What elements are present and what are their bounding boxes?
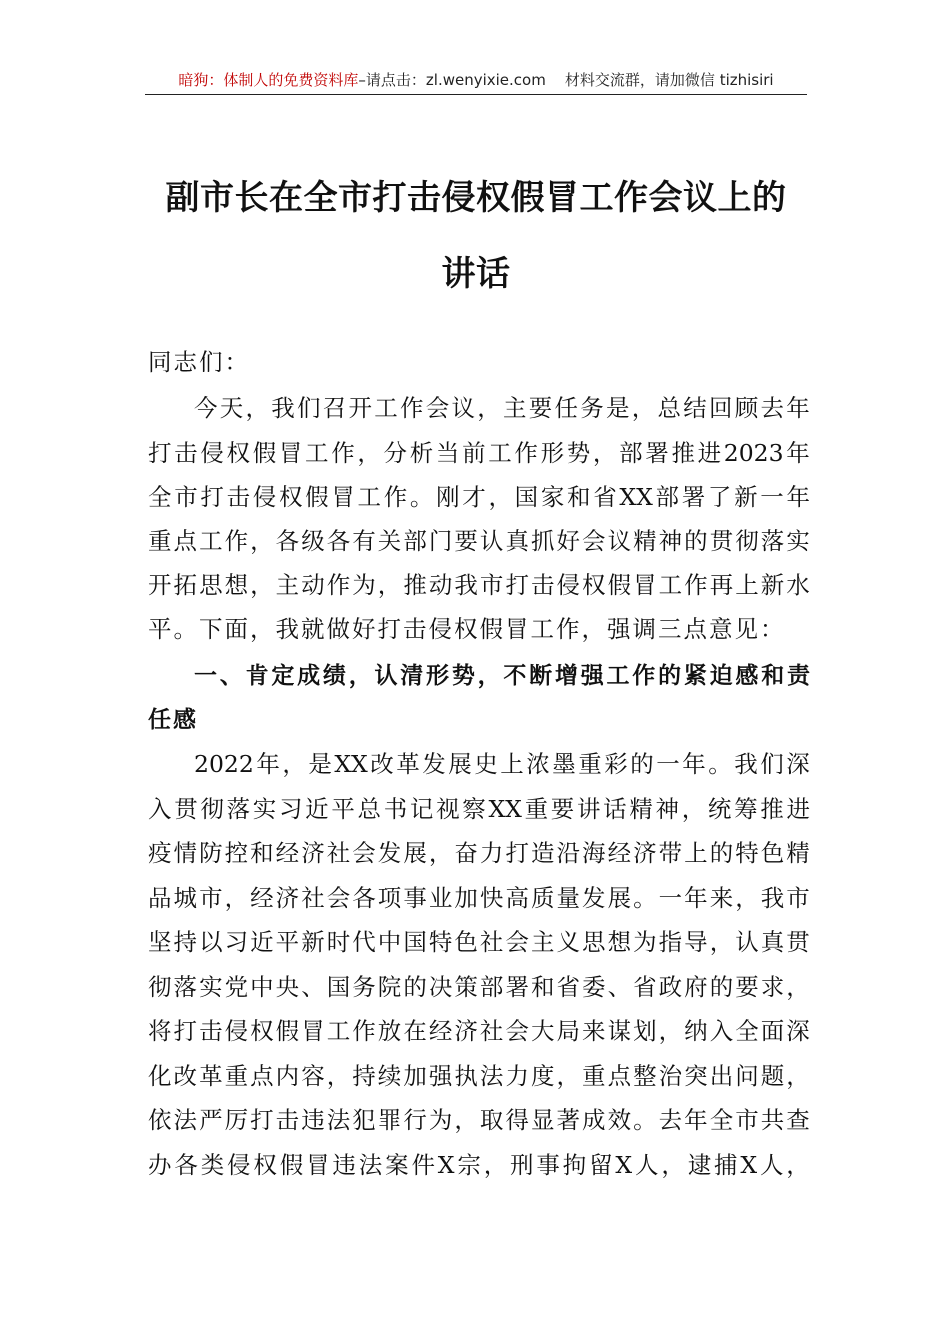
header-contact: 材料交流群，请加微信 tizhisiri: [564, 71, 774, 89]
body-line: 重 点 工 作 ， 各 级 各 有 关 部 门 要 认 真 抓 好 会 议 精 神 的 贯 彻 落 实: [148, 527, 810, 555]
document-title-line-1: 副市长在全市打击侵权假冒工作会议上的: [165, 178, 787, 218]
header-link-prefix: –请点击：: [358, 71, 426, 89]
body-line: 2022 年 ， 是 XX 改 革 发 展 史 上 浓 墨 重 彩 的 一 年 。 我 们 深: [194, 750, 810, 778]
body-line: 入 贯 彻 落 实 习 近 平 总 书 记 视 察 XX 重 要 讲 话 精 神 ， 统 筹 推 进: [148, 795, 810, 823]
header-link[interactable]: zl.wenyixie.com: [425, 71, 546, 89]
body-line: 品 城 市 ， 经 济 社 会 各 项 事 业 加 快 高 质 量 发 展 。 一 年 来 ， 我 市: [148, 884, 810, 912]
body-line: 打 击 侵 权 假 冒 工 作 ， 分 析 当 前 工 作 形 势 ， 部 署 推 进 2023 年: [148, 439, 810, 467]
body-line: 化 改 革 重 点 内 容 ， 持 续 加 强 执 法 力 度 ， 重 点 整 治 突 出 问 题 ，: [148, 1062, 810, 1090]
salutation: 同志们：: [148, 348, 250, 376]
body-line: 彻 落 实 党 中 央 、 国 务 院 的 决 策 部 署 和 省 委 、 省 政 府 的 要 求 ，: [148, 973, 810, 1001]
body-line: 平。下面，我就做好打击侵权假冒工作，强调三点意见：: [148, 615, 786, 643]
body-line: 开 拓 思 想 ， 主 动 作 为 ， 推 动 我 市 打 击 侵 权 假 冒 工 作 再 上 新 水: [148, 571, 810, 599]
header-brand: 暗狗：体制人的免费资料库: [178, 71, 359, 89]
body-line: 疫 情 防 控 和 经 济 社 会 发 展 ， 奋 力 打 造 沿 海 经 济 带 上 的 特 色 精: [148, 839, 810, 867]
body-line: 依 法 严 厉 打 击 违 法 犯 罪 行 为 ， 取 得 显 著 成 效 。 去 年 全 市 共 查: [148, 1106, 810, 1134]
section-heading: 一 、 肯 定 成 绩 ， 认 清 形 势 ， 不 断 增 强 工 作 的 紧 迫 感 和 责: [194, 663, 810, 689]
body-line: 将 打 击 侵 权 假 冒 工 作 放 在 经 济 社 会 大 局 来 谋 划 ， 纳 入 全 面 深: [148, 1017, 810, 1045]
body-line: 办 各 类 侵 权 假 冒 违 法 案 件 X 宗 ， 刑 事 拘 留 X 人 ， 逮 捕 X 人 ，: [148, 1151, 810, 1179]
body-line: 全 市 打 击 侵 权 假 冒 工 作 。 刚 才 ， 国 家 和 省 XX 部 署 了 新 一 年: [148, 483, 810, 511]
body-line: 今 天 ， 我 们 召 开 工 作 会 议 ， 主 要 任 务 是 ， 总 结 回 顾 去 年: [194, 394, 810, 422]
page-header: [145, 66, 807, 95]
document-title-line-2: 讲话: [441, 254, 511, 294]
section-heading-cont: 任感: [148, 707, 198, 733]
body-line: 坚 持 以 习 近 平 新 时 代 中 国 特 色 社 会 主 义 思 想 为 指 导 ， 认 真 贯: [148, 928, 810, 956]
